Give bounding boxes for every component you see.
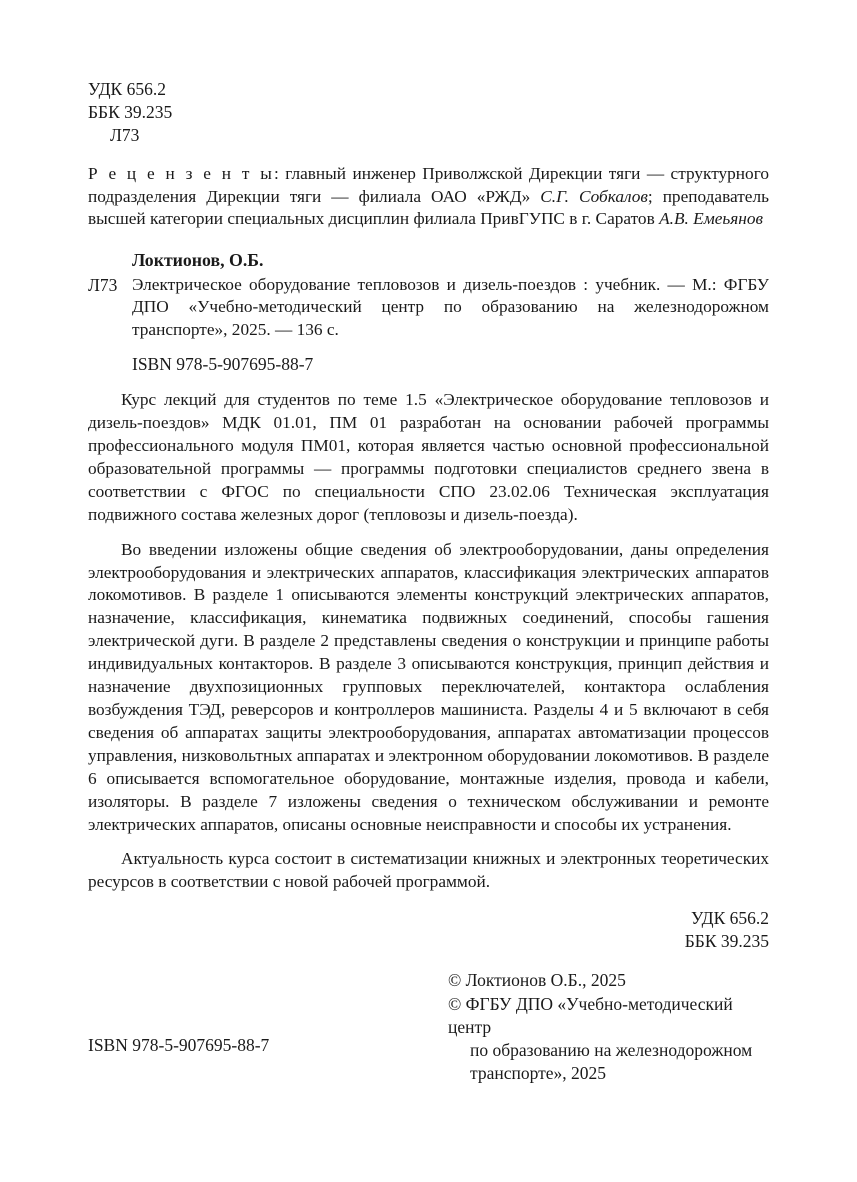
author-mark: Л73 (110, 125, 140, 146)
reviewers-label: Р е ц е н з е н т ы (88, 164, 275, 184)
record-author: Локтионов, О.Б. (132, 249, 264, 270)
classification-block (88, 78, 769, 147)
bbk-code: ББК 39.235 (88, 102, 173, 123)
footer-classification-block (88, 907, 769, 953)
annotation-paragraph-1: Курс лекций для студентов по теме 1.5 «Электрическое оборудование тепловозов и дизель-поездов» МДК 01.01, ПМ 01 разработан на основании рабочей программы профессионального модуля ПМ01, которая является частью основной профессиональной образовательной программы — программы подготовки специалистов среднего звена в соответствии с ФГОС по специальности СПО 23.02.06 Техническая эксплуатация подвижного состава железных дорог (тепловозы и дизель-поезда). (88, 390, 769, 524)
annotation-paragraph-2: Во введении изложены общие сведения об электрооборудовании, даны определения электрооборудования и электрических аппаратов, классификация электрических аппаратов локомотивов. В разделе 1 описываются элементы конструкций электрических аппаратов, назначение, классификация, кинематика подвижных соединений, способы гашения электрической дуги. В разделе 2 представлены сведения о конструкции и принципе работы индивидуальных контакторов. В разделе 3 описываются конструкция, принцип действия и назначение двухпозиционных групповых переключателей, контактора ослабления возбуждения ТЭД, реверсоров и контроллеров машиниста. Разделы 4 и 5 включают в себя сведения об аппаратах защиты электрооборудования, аппаратах автоматизации процессов управления, низковольтных аппаратах и электронном оборудовании локомотивов. В разделе 6 описывается вспомогательное оборудование, монтажные изделия, провода и кабели, изоляторы. В разделе 7 изложены сведения о техническом обслуживании и ремонте электрических аппаратов, описаны основные неисправности и способы их устранения. (88, 539, 769, 834)
copyright-line-author: © Локтионов О.Б., 2025 (448, 970, 626, 991)
copyright-line-publisher: © ФГБУ ДПО «Учебно-методический центр (448, 993, 733, 1037)
footer-udk-code: УДК 656.2 (691, 908, 769, 929)
record-shelf-mark: Л73 (88, 274, 118, 295)
copyright-line-publisher-cont-2: транспорте», 2025 (470, 1063, 607, 1084)
reviewers-text-1: : главный инженер Приволжской Дирекции тяги — структурного подразделения Дирекции тяги — филиала ОАО «РЖД» (88, 164, 769, 206)
isbn-bottom: ISBN 978-5-907695-88-7 (88, 1035, 270, 1055)
footer-bbk-code: ББК 39.235 (684, 931, 769, 952)
reviewers-text-2: ; преподаватель высшей категории специальных дисциплин филиала ПривГУПС в г. Саратов (88, 186, 769, 229)
copyright-block (88, 969, 769, 1085)
annotation-paragraph-3: Актуальность курса состоит в систематизации книжных и электронных теоретических ресурсов в соответствии с новой рабочей программой. (88, 849, 769, 892)
reviewers-paragraph (88, 163, 769, 230)
copyright-line-publisher-cont-1: по образованию на железнодорожном (470, 1040, 753, 1061)
udk-code: УДК 656.2 (88, 79, 166, 99)
isbn-record: ISBN 978-5-907695-88-7 (132, 354, 314, 375)
reviewer-name-1: С.Г. Собкалов (540, 186, 648, 206)
record-description: Электрическое оборудование тепловозов и дизель-поездов : учебник. — М.: ФГБУ ДПО «Учебно-методический центр по образованию на железнодорожном транспорте», 2025. — 136 с. (132, 274, 769, 339)
reviewer-name-2: А.В. Емеьянов (659, 209, 764, 229)
bibliographic-record (88, 274, 769, 341)
